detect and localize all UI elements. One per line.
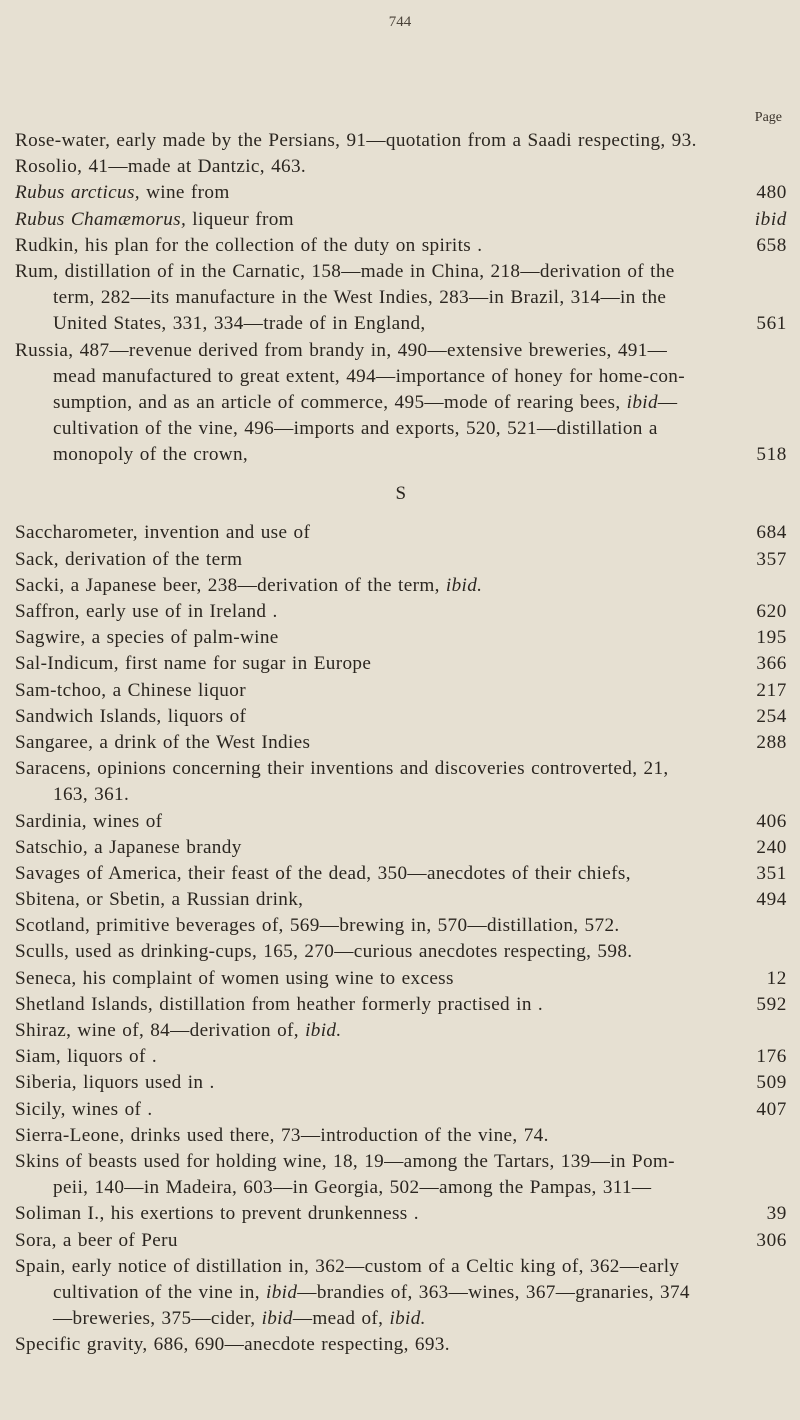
index-entry: Rubus arcticus, wine from 480	[15, 180, 787, 206]
page-ref: 288	[756, 731, 787, 753]
index-entry: Specific gravity, 686, 690—anecdote respecting, 693.	[15, 1334, 450, 1356]
index-entry: Rose-water, early made by the Persians, 91—quotation from a Saadi respecting, 93.	[15, 130, 697, 151]
section-letter: S	[395, 483, 407, 505]
page-ref: 366	[756, 653, 787, 675]
index-entry: Sculls, used as drinking-cups, 165, 270—curious anecdotes respecting, 598.	[15, 941, 633, 963]
index-entry: Seneca, his complaint of women using wine to excess 12	[15, 966, 787, 992]
page-ref: 480	[756, 182, 787, 204]
index-entry: Sardinia, wines of 406	[15, 809, 787, 835]
page-number: 744	[388, 14, 412, 30]
page-ref: ibid	[754, 208, 787, 230]
page-ref: 407	[756, 1098, 787, 1120]
index-entry: Sandwich Islands, liquors of 254	[15, 704, 787, 730]
index-entry: Rudkin, his plan for the collection of the duty on spirits . 658	[15, 233, 787, 259]
page-ref: 12	[766, 967, 787, 989]
page-ref: 592	[756, 993, 787, 1015]
page-ref: 509	[756, 1072, 787, 1094]
page-ref: 561	[756, 313, 787, 335]
index-entry: Sora, a beer of Peru 306	[15, 1228, 787, 1254]
page-ref: 620	[756, 601, 787, 622]
index-entry-continuation: United States, 331, 334—trade of in England, 561	[15, 311, 787, 337]
page-ref: 306	[756, 1229, 787, 1251]
index-entry: Shiraz, wine of, 84—derivation of, ibid.	[15, 1020, 342, 1041]
index-entry: Sack, derivation of the term 357	[15, 547, 787, 573]
index-entry: Rum, distillation of in the Carnatic, 158—made in China, 218—derivation of the	[15, 260, 675, 282]
page-ref: 494	[756, 889, 787, 911]
index-entry-continuation: term, 282—its manufacture in the West Indies, 283—in Brazil, 314—in the	[53, 287, 667, 309]
page-ref: 176	[756, 1046, 787, 1068]
page-ref: 684	[756, 522, 787, 544]
index-entry-continuation: —breweries, 375—cider, ibid—mead of, ibid.	[53, 1308, 426, 1330]
page-ref: 240	[756, 836, 787, 858]
page-ref: 658	[756, 234, 787, 256]
index-entry: Sam-tchoo, a Chinese liquor 217	[15, 678, 787, 704]
index-entry: Sierra-Leone, drinks used there, 73—introduction of the vine, 74.	[15, 1124, 549, 1146]
index-entries	[15, 128, 787, 1358]
index-entry-continuation: 163, 361.	[53, 784, 130, 806]
index-entry: Shetland Islands, distillation from heather formerly practised in . 592	[15, 992, 787, 1018]
index-entry: Saracens, opinions concerning their inventions and discoveries controverted, 21,	[15, 758, 669, 780]
index-entry: Sicily, wines of . 407	[15, 1097, 787, 1123]
index-entry: Sal-Indicum, first name for sugar in Europe 366	[15, 651, 787, 677]
index-entry-continuation: peii, 140—in Madeira, 603—in Georgia, 502—among the Pampas, 311—	[53, 1177, 652, 1199]
index-entry: Skins of beasts used for holding wine, 18, 19—among the Tartars, 139—in Pom-	[15, 1150, 675, 1172]
index-entry-continuation: cultivation of the vine in, ibid—brandies of, 363—wines, 367—granaries, 374	[53, 1281, 690, 1303]
page-ref: 518	[756, 444, 787, 466]
index-entry: Sagwire, a species of palm-wine 195	[15, 625, 787, 651]
index-entry: Siberia, liquors used in . 509	[15, 1070, 787, 1096]
index-entry: Saccharometer, invention and use of 684	[15, 520, 787, 546]
page-column-header: Page	[754, 110, 782, 125]
page-ref: 217	[756, 679, 787, 701]
index-entry: Soliman I., his exertions to prevent drunkenness . 39	[15, 1201, 787, 1227]
page-ref: 351	[756, 862, 787, 884]
index-entry: Satschio, a Japanese brandy 240	[15, 835, 787, 861]
page-ref: 357	[756, 548, 787, 570]
index-entry-continuation: mead manufactured to great extent, 494—importance of honey for home-con-	[53, 365, 685, 387]
index-entry: Sbitena, or Sbetin, a Russian drink, 494	[15, 887, 787, 913]
index-entry: Russia, 487—revenue derived from brandy in, 490—extensive breweries, 491—	[15, 339, 668, 361]
index-entry: Scotland, primitive beverages of, 569—brewing in, 570—distillation, 572.	[15, 915, 620, 937]
index-entry-continuation: sumption, and as an article of commerce, 495—mode of rearing bees, ibid—	[53, 391, 678, 413]
index-entry: Siam, liquors of . 176	[15, 1044, 787, 1070]
page-ref: 195	[756, 627, 787, 649]
page-ref: 39	[766, 1203, 787, 1225]
index-entry-continuation: cultivation of the vine, 496—imports and exports, 520, 521—distillation a	[53, 418, 658, 440]
index-entry: Sacki, a Japanese beer, 238—derivation of the term, ibid.	[15, 574, 483, 596]
index-entry: Spain, early notice of distillation in, 362—custom of a Celtic king of, 362—early	[15, 1255, 680, 1277]
index-entry: Sangaree, a drink of the West Indies 288	[15, 730, 787, 756]
page-ref: 254	[756, 705, 787, 727]
index-entry: Rubus Chamæmorus, liqueur from ibid	[15, 207, 787, 233]
index-entry-continuation: monopoly of the crown, 518	[15, 442, 787, 468]
page-ref: 406	[756, 810, 787, 832]
index-entry: Saffron, early use of in Ireland . 620	[15, 599, 787, 625]
index-entry: Rosolio, 41—made at Dantzic, 463.	[15, 156, 307, 178]
index-entry: Savages of America, their feast of the dead, 350—anecdotes of their chiefs, 351	[15, 861, 787, 887]
